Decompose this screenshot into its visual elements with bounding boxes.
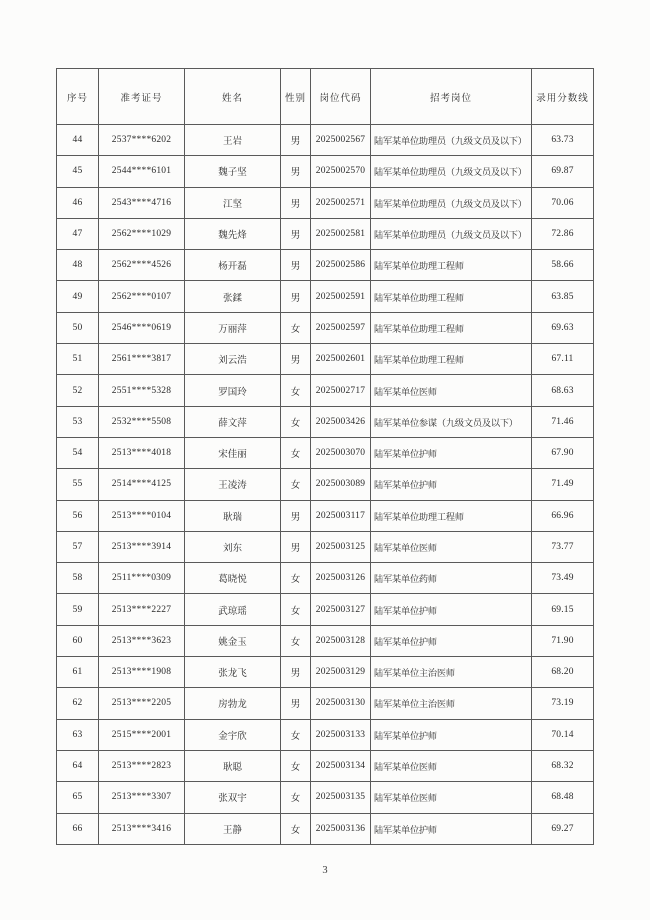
cell-job-code: 2025003127 (311, 594, 371, 625)
cell-index: 49 (57, 281, 99, 312)
cell-job-code: 2025002570 (311, 156, 371, 187)
table-row (57, 750, 594, 781)
cell-exam-id: 2513****3416 (99, 813, 185, 844)
cell-gender: 女 (281, 594, 311, 625)
column-header-name: 姓名 (185, 69, 281, 125)
cell-exam-id: 2562****1029 (99, 218, 185, 249)
admission-score-table (56, 68, 594, 845)
column-header-index: 序号 (57, 69, 99, 125)
table-row (57, 469, 594, 500)
cell-exam-id: 2514****4125 (99, 469, 185, 500)
cell-job-code: 2025003133 (311, 719, 371, 750)
cell-score: 71.46 (532, 406, 594, 437)
cell-gender: 女 (281, 563, 311, 594)
cell-exam-id: 2562****4526 (99, 250, 185, 281)
cell-job-code: 2025003070 (311, 437, 371, 468)
table-row (57, 375, 594, 406)
cell-index: 44 (57, 125, 99, 156)
table-row (57, 187, 594, 218)
table-row (57, 719, 594, 750)
cell-name: 耿瑞 (185, 500, 281, 531)
cell-exam-id: 2562****0107 (99, 281, 185, 312)
cell-score: 69.87 (532, 156, 594, 187)
column-header-score: 录用分数线 (532, 69, 594, 125)
table-row (57, 312, 594, 343)
cell-gender: 女 (281, 406, 311, 437)
cell-name: 刘云浩 (185, 344, 281, 375)
cell-exam-id: 2551****5328 (99, 375, 185, 406)
cell-index: 45 (57, 156, 99, 187)
table-row (57, 437, 594, 468)
table-row (57, 250, 594, 281)
cell-job-code: 2025002717 (311, 375, 371, 406)
table-row (57, 125, 594, 156)
cell-exam-id: 2513****1908 (99, 657, 185, 688)
cell-gender: 女 (281, 375, 311, 406)
cell-name: 江坚 (185, 187, 281, 218)
cell-job-code: 2025003128 (311, 625, 371, 656)
cell-index: 63 (57, 719, 99, 750)
cell-gender: 女 (281, 719, 311, 750)
table-row (57, 344, 594, 375)
cell-job-code: 2025003089 (311, 469, 371, 500)
cell-index: 58 (57, 563, 99, 594)
table-row (57, 563, 594, 594)
cell-position: 陆军某单位助理员（九级文员及以下） (371, 218, 532, 249)
cell-gender: 女 (281, 625, 311, 656)
table-row (57, 281, 594, 312)
table-header-row (57, 69, 594, 125)
cell-job-code: 2025003117 (311, 500, 371, 531)
cell-index: 52 (57, 375, 99, 406)
table-row (57, 688, 594, 719)
cell-gender: 男 (281, 500, 311, 531)
table-row (57, 813, 594, 844)
cell-position: 陆军某单位医师 (371, 782, 532, 813)
cell-name: 张双宇 (185, 782, 281, 813)
cell-index: 48 (57, 250, 99, 281)
cell-exam-id: 2513****3307 (99, 782, 185, 813)
table-row (57, 657, 594, 688)
cell-score: 67.90 (532, 437, 594, 468)
cell-position: 陆军某单位护师 (371, 625, 532, 656)
cell-gender: 女 (281, 782, 311, 813)
cell-score: 71.49 (532, 469, 594, 500)
cell-position: 陆军某单位参谋（九级文员及以下） (371, 406, 532, 437)
cell-gender: 男 (281, 531, 311, 562)
cell-index: 66 (57, 813, 99, 844)
cell-position: 陆军某单位护师 (371, 719, 532, 750)
cell-score: 58.66 (532, 250, 594, 281)
cell-index: 54 (57, 437, 99, 468)
cell-position: 陆军某单位助理工程师 (371, 312, 532, 343)
cell-name: 房勃龙 (185, 688, 281, 719)
cell-name: 万丽萍 (185, 312, 281, 343)
cell-name: 王静 (185, 813, 281, 844)
cell-exam-id: 2561****3817 (99, 344, 185, 375)
cell-gender: 男 (281, 250, 311, 281)
cell-name: 姚金玉 (185, 625, 281, 656)
cell-exam-id: 2513****2823 (99, 750, 185, 781)
cell-score: 68.63 (532, 375, 594, 406)
cell-job-code: 2025002601 (311, 344, 371, 375)
cell-exam-id: 2544****6101 (99, 156, 185, 187)
table-body (57, 125, 594, 845)
cell-position: 陆军某单位主治医师 (371, 657, 532, 688)
cell-position: 陆军某单位护师 (371, 594, 532, 625)
cell-index: 60 (57, 625, 99, 656)
cell-index: 47 (57, 218, 99, 249)
cell-index: 53 (57, 406, 99, 437)
cell-index: 62 (57, 688, 99, 719)
cell-index: 65 (57, 782, 99, 813)
cell-name: 王岩 (185, 125, 281, 156)
cell-index: 61 (57, 657, 99, 688)
cell-job-code: 2025002591 (311, 281, 371, 312)
cell-score: 68.48 (532, 782, 594, 813)
cell-position: 陆军某单位医师 (371, 531, 532, 562)
cell-score: 70.14 (532, 719, 594, 750)
cell-name: 张鍒 (185, 281, 281, 312)
cell-exam-id: 2537****6202 (99, 125, 185, 156)
cell-gender: 男 (281, 187, 311, 218)
cell-score: 73.49 (532, 563, 594, 594)
cell-exam-id: 2513****3914 (99, 531, 185, 562)
cell-name: 杨开磊 (185, 250, 281, 281)
cell-job-code: 2025003130 (311, 688, 371, 719)
table-row (57, 782, 594, 813)
cell-name: 薛文萍 (185, 406, 281, 437)
cell-index: 64 (57, 750, 99, 781)
cell-exam-id: 2511****0309 (99, 563, 185, 594)
cell-position: 陆军某单位助理工程师 (371, 250, 532, 281)
cell-gender: 男 (281, 281, 311, 312)
cell-position: 陆军某单位主治医师 (371, 688, 532, 719)
cell-job-code: 2025002571 (311, 187, 371, 218)
cell-job-code: 2025002586 (311, 250, 371, 281)
cell-name: 魏先烽 (185, 218, 281, 249)
cell-job-code: 2025003135 (311, 782, 371, 813)
cell-job-code: 2025003126 (311, 563, 371, 594)
cell-index: 57 (57, 531, 99, 562)
cell-position: 陆军某单位助理员（九级文员及以下） (371, 156, 532, 187)
cell-position: 陆军某单位助理员（九级文员及以下） (371, 125, 532, 156)
table-row (57, 500, 594, 531)
cell-exam-id: 2543****4716 (99, 187, 185, 218)
cell-position: 陆军某单位护师 (371, 469, 532, 500)
cell-score: 67.11 (532, 344, 594, 375)
cell-index: 59 (57, 594, 99, 625)
cell-index: 56 (57, 500, 99, 531)
cell-index: 50 (57, 312, 99, 343)
cell-exam-id: 2513****2205 (99, 688, 185, 719)
table-row (57, 625, 594, 656)
cell-position: 陆军某单位护师 (371, 813, 532, 844)
cell-gender: 男 (281, 657, 311, 688)
cell-position: 陆军某单位助理工程师 (371, 500, 532, 531)
cell-score: 70.06 (532, 187, 594, 218)
column-header-job-code: 岗位代码 (311, 69, 371, 125)
cell-position: 陆军某单位助理工程师 (371, 344, 532, 375)
cell-position: 陆军某单位助理员（九级文员及以下） (371, 187, 532, 218)
cell-name: 魏子坚 (185, 156, 281, 187)
cell-gender: 男 (281, 156, 311, 187)
cell-exam-id: 2513****2227 (99, 594, 185, 625)
cell-score: 69.15 (532, 594, 594, 625)
page-number: 3 (322, 865, 328, 876)
table-row (57, 406, 594, 437)
cell-job-code: 2025002581 (311, 218, 371, 249)
cell-exam-id: 2532****5508 (99, 406, 185, 437)
cell-position: 陆军某单位药师 (371, 563, 532, 594)
cell-name: 张龙飞 (185, 657, 281, 688)
cell-score: 71.90 (532, 625, 594, 656)
cell-score: 72.86 (532, 218, 594, 249)
table-row (57, 218, 594, 249)
cell-index: 46 (57, 187, 99, 218)
cell-name: 武琼瑶 (185, 594, 281, 625)
cell-score: 66.96 (532, 500, 594, 531)
cell-job-code: 2025003125 (311, 531, 371, 562)
cell-score: 68.20 (532, 657, 594, 688)
cell-exam-id: 2546****0619 (99, 312, 185, 343)
cell-job-code: 2025003129 (311, 657, 371, 688)
table-row (57, 156, 594, 187)
cell-exam-id: 2513****0104 (99, 500, 185, 531)
cell-gender: 男 (281, 218, 311, 249)
cell-index: 51 (57, 344, 99, 375)
cell-score: 73.19 (532, 688, 594, 719)
cell-score: 63.85 (532, 281, 594, 312)
cell-gender: 男 (281, 688, 311, 719)
cell-name: 王凌涛 (185, 469, 281, 500)
cell-exam-id: 2513****3623 (99, 625, 185, 656)
cell-index: 55 (57, 469, 99, 500)
cell-score: 73.77 (532, 531, 594, 562)
cell-gender: 男 (281, 125, 311, 156)
cell-score: 69.27 (532, 813, 594, 844)
cell-score: 63.73 (532, 125, 594, 156)
cell-name: 葛晓悦 (185, 563, 281, 594)
cell-score: 68.32 (532, 750, 594, 781)
cell-name: 罗国玲 (185, 375, 281, 406)
cell-job-code: 2025003134 (311, 750, 371, 781)
cell-gender: 女 (281, 312, 311, 343)
cell-job-code: 2025002567 (311, 125, 371, 156)
column-header-exam-id: 准考证号 (99, 69, 185, 125)
cell-name: 刘东 (185, 531, 281, 562)
column-header-gender: 性别 (281, 69, 311, 125)
cell-name: 金宇欣 (185, 719, 281, 750)
table-row (57, 594, 594, 625)
cell-gender: 女 (281, 437, 311, 468)
cell-job-code: 2025003426 (311, 406, 371, 437)
cell-position: 陆军某单位医师 (371, 375, 532, 406)
table-row (57, 531, 594, 562)
cell-gender: 女 (281, 469, 311, 500)
cell-position: 陆军某单位助理工程师 (371, 281, 532, 312)
cell-gender: 女 (281, 750, 311, 781)
cell-position: 陆军某单位医师 (371, 750, 532, 781)
cell-name: 耿聪 (185, 750, 281, 781)
cell-score: 69.63 (532, 312, 594, 343)
cell-job-code: 2025003136 (311, 813, 371, 844)
cell-name: 宋佳丽 (185, 437, 281, 468)
cell-exam-id: 2513****4018 (99, 437, 185, 468)
column-header-position: 招考岗位 (371, 69, 532, 125)
cell-position: 陆军某单位护师 (371, 437, 532, 468)
cell-exam-id: 2515****2001 (99, 719, 185, 750)
cell-job-code: 2025002597 (311, 312, 371, 343)
cell-gender: 男 (281, 344, 311, 375)
cell-gender: 女 (281, 813, 311, 844)
